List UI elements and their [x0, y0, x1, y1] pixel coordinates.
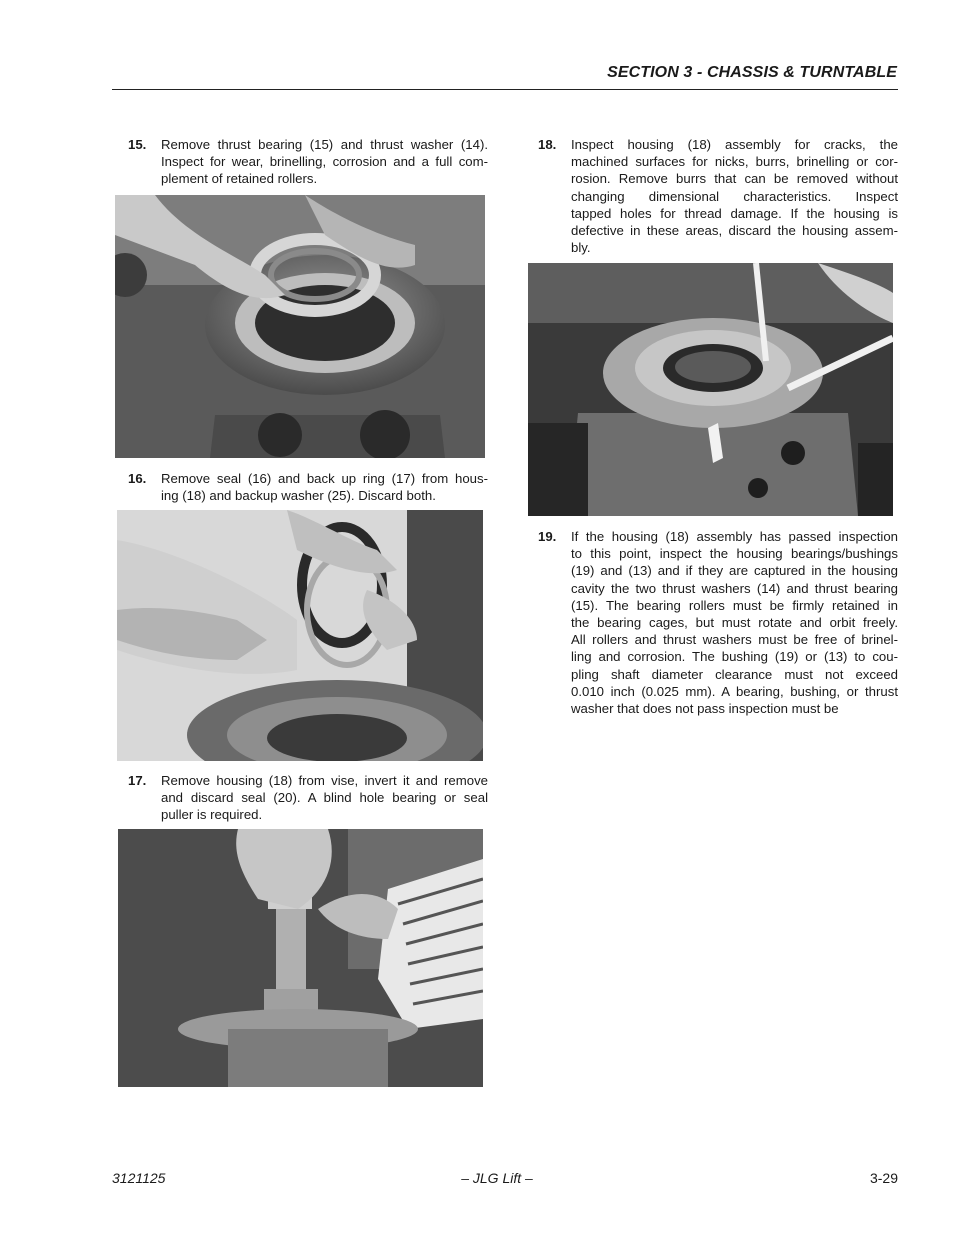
step-line: tapped holes for thread damage. If the housing is	[571, 205, 898, 221]
step-line: 0.010 inch (0.025 mm). A bearing, bushing, or thrust	[571, 683, 898, 699]
step-line: machined surfaces for nicks, burrs, brinelling or cor-	[571, 154, 898, 170]
step-line: bly.	[571, 240, 591, 256]
photo-seal-removal	[117, 510, 483, 761]
page-header-title: SECTION 3 - CHASSIS & TURNTABLE	[607, 64, 897, 81]
step-line: rosion. Remove burrs that can be removed without	[571, 171, 898, 187]
step-line: to this point, inspect the housing bearings/bushings	[571, 546, 898, 562]
step-text	[161, 136, 488, 188]
step-text	[571, 136, 898, 256]
photo-housing-inspection	[528, 263, 893, 516]
header-rule	[112, 89, 898, 90]
step-line: defective in these areas, discard the housing assem-	[571, 223, 898, 239]
step-number: 17.	[128, 773, 147, 788]
step-text	[571, 528, 898, 717]
step-number: 15.	[128, 137, 147, 152]
step-line: ling and corrosion. The bushing (19) or (13) to cou-	[571, 649, 898, 665]
step-line: Remove thrust bearing (15) and thrust washer (14).	[161, 137, 488, 152]
photo-seal-puller	[118, 829, 483, 1087]
step-line: puller is required.	[161, 807, 263, 823]
step-line: the bearing cages, but must rotate and orbit freely.	[571, 615, 898, 631]
step-text	[161, 470, 488, 504]
step-line: changing dimensional characteristics. Inspect	[571, 188, 898, 204]
step-number: 16.	[128, 471, 147, 486]
photo-thrust-bearing-removal	[115, 195, 485, 458]
step-line: (15). The bearing rollers must be firmly retained in	[571, 597, 898, 613]
step-number: 19.	[538, 529, 557, 544]
step-line: pling shaft diameter clearance must not exceed	[571, 666, 898, 682]
step-line: ing (18) and backup washer (25). Discard both.	[161, 488, 436, 504]
step-number: 18.	[538, 137, 557, 152]
footer-doc-number: 3121125	[112, 1170, 166, 1186]
step-line: (19) and (13) and if they are captured in the housing	[571, 563, 898, 579]
step-text	[161, 772, 488, 824]
footer-brand: – JLG Lift –	[461, 1170, 533, 1186]
step-line: cavity the two thrust washers (14) and thrust bearing	[571, 580, 898, 596]
step-line: Inspect housing (18) assembly for cracks, the	[571, 137, 898, 152]
step-line: and discard seal (20). A blind hole bearing or seal	[161, 790, 488, 806]
step-line: If the housing (18) assembly has passed inspection	[571, 529, 898, 544]
footer-page-number: 3-29	[869, 1170, 898, 1186]
step-line: Remove seal (16) and back up ring (17) from hous-	[161, 471, 488, 486]
step-line: Inspect for wear, brinelling, corrosion and a full com-	[161, 154, 488, 170]
step-line: plement of retained rollers.	[161, 171, 318, 187]
step-line: Remove housing (18) from vise, invert it and remove	[161, 773, 488, 788]
step-line: All rollers and thrust washers must be free of brinel-	[571, 632, 898, 648]
step-line: washer that does not pass inspection must be	[571, 701, 839, 717]
